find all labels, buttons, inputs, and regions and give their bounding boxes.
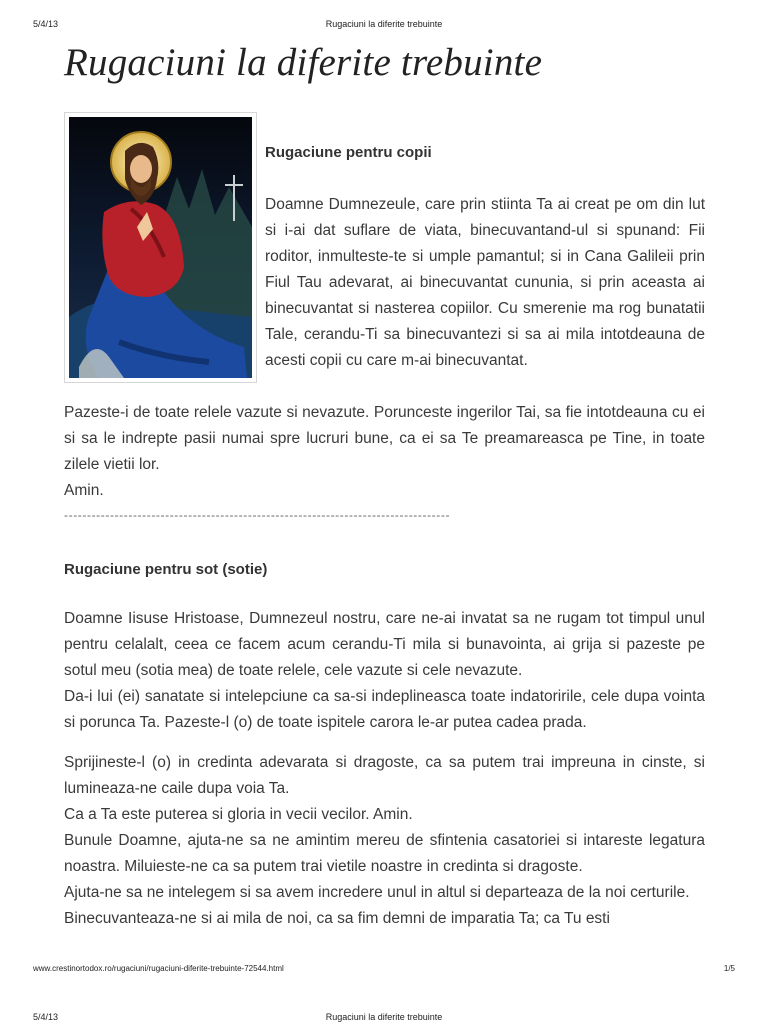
print-date: 5/4/13 [33, 19, 59, 29]
print-header [0, 17, 768, 31]
separator-line: ------------------------------------------------------------------------------------ [64, 508, 451, 522]
prayer-text-beside-image [265, 192, 705, 374]
print-date: 5/4/13 [33, 1012, 59, 1022]
page-title: Rugaciuni la diferite trebuinte [64, 41, 543, 84]
content-clip [0, 600, 768, 958]
section-heading-spouse: Rugaciune pentru sot (sotie) [64, 561, 268, 578]
paragraph: Pazeste-i de toate relele vazute si nevazute. Porunceste ingerilor Tai, sa fie intotdeauna cu ei si sa le indrepte pasii numai spre lucruri bune, ca ei sa Te preamareasca pe Tine, in toate zilele vietii lor. [64, 404, 705, 473]
paragraph: Sprijineste-l (o) in credinta adevarata si dragoste, ca sa putem trai impreuna in cinste, si lumineaza-ne caile dupa voia Ta. [64, 754, 705, 797]
jesus-praying-icon [69, 117, 252, 378]
page-number: 1/5 [723, 964, 735, 973]
paragraph: Binecuvanteaza-ne si ai mila de noi, ca sa fim demni de imparatia Ta; ca Tu esti [64, 910, 610, 927]
source-url[interactable]: www.crestinortodox.ro/rugaciuni/rugaciuni-diferite-trebuinte-72544.html [33, 964, 284, 973]
section-heading-children: Rugaciune pentru copii [265, 144, 432, 161]
jesus-praying-image [64, 112, 257, 383]
paragraph: Ajuta-ne sa ne intelegem si sa avem incredere unul in altul si departeaza de la noi certurile. [64, 884, 690, 901]
amen-line: Amin. [64, 482, 104, 499]
paragraph: Da-i lui (ei) sanatate si intelepciune ca sa-si indeplineasca toate indatoririle, cele dupa vointa si porunca Ta. Pazeste-l (o) de toate ispitele carora le-ar putea cadea prada. [64, 688, 705, 731]
prayer-text-spouse [64, 606, 705, 932]
paragraph: Ca a Ta este puterea si gloria in vecii vecilor. Amin. [64, 806, 413, 823]
print-footer [0, 962, 768, 976]
paragraph: Doamne Iisuse Hristoase, Dumnezeul nostru, care ne-ai invatat sa ne rugam tot timpul unul pentru celalalt, ceea ce facem acum cerandu-Ti mila si bunavointa, ai grija si pazeste pe sotul meu (sotia mea) de toate relele, cele vazute si cele nevazute. [64, 610, 705, 679]
print-title: Rugaciuni la diferite trebuinte [325, 19, 443, 29]
print-title: Rugaciuni la diferite trebuinte [325, 1012, 443, 1022]
paragraph: Doamne Dumnezeule, care prin stiinta Ta ai creat pe om din lut si i-ai dat suflare de viata, binecuvantand-ul si spunand: Fii roditor, inmulteste-te si umple pamantul; si in Cana Galileii prin Fiul Tau adevarat, ai binecuvantat cununia, si prin aceasta ai binecuvantat si nasterea copiilor. Cu smerenie ma rog bunatatii Tale, cerandu-Ti sa binecuvantezi si sa ai mila intotdeauna de acesti copii cu care m-ai binecuvantat. [265, 196, 705, 369]
paragraph: Bunule Doamne, ajuta-ne sa ne amintim mereu de sfintenia casatoriei si intareste legatura noastra. Miluieste-ne ca sa putem trai vietile noastre in credinta si dragoste. [64, 832, 705, 875]
prayer-text-children-continued [64, 400, 705, 504]
next-page-header [0, 1010, 768, 1024]
